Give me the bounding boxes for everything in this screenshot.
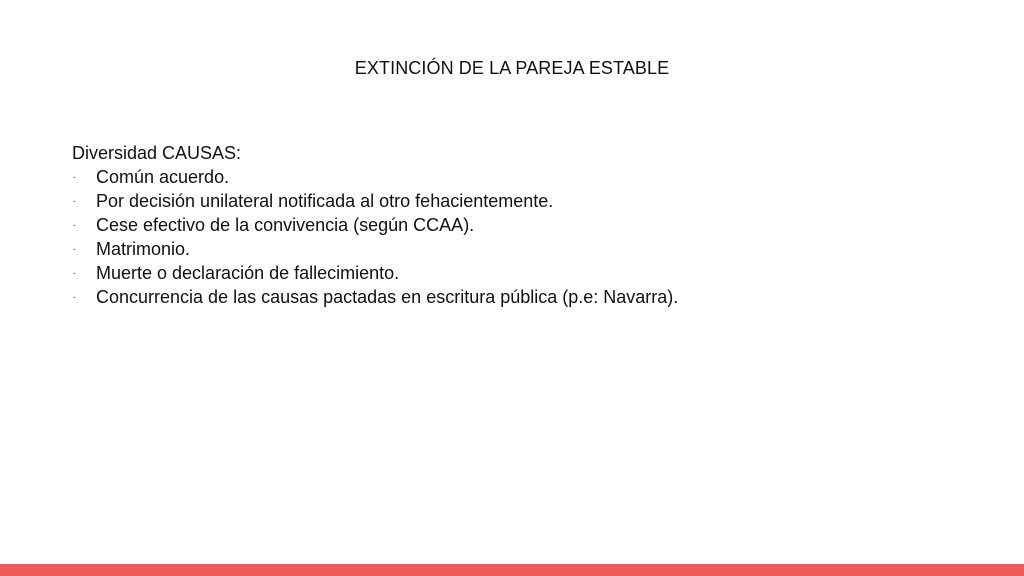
bullet-marker: - <box>73 196 76 206</box>
list-item <box>72 285 972 309</box>
bullet-marker: - <box>73 220 76 230</box>
list-item <box>72 165 972 189</box>
list-item-text: Cese efectivo de la convivencia (según CCAA). <box>96 215 475 235</box>
list-item-text: Concurrencia de las causas pactadas en escritura pública (p.e: Navarra). <box>96 287 679 307</box>
list-item-text: Muerte o declaración de fallecimiento. <box>96 263 400 283</box>
list-item <box>72 237 972 261</box>
list-item-text: Matrimonio. <box>96 239 191 259</box>
list-item <box>72 213 972 237</box>
intro-text: Diversidad CAUSAS: <box>72 143 242 163</box>
list-item <box>72 261 972 285</box>
list-item <box>72 189 972 213</box>
bullet-marker: - <box>73 244 76 254</box>
bullet-marker: - <box>73 292 76 302</box>
list-item-text: Por decisión unilateral notificada al otro fehacientemente. <box>96 191 554 211</box>
slide-content <box>72 141 972 309</box>
slide-title: EXTINCIÓN DE LA PAREJA ESTABLE <box>354 58 670 78</box>
list-item-text: Común acuerdo. <box>96 167 230 187</box>
causes-list <box>72 165 972 309</box>
bullet-marker: - <box>73 268 76 278</box>
bullet-marker: - <box>73 172 76 182</box>
accent-bar <box>0 564 1024 576</box>
